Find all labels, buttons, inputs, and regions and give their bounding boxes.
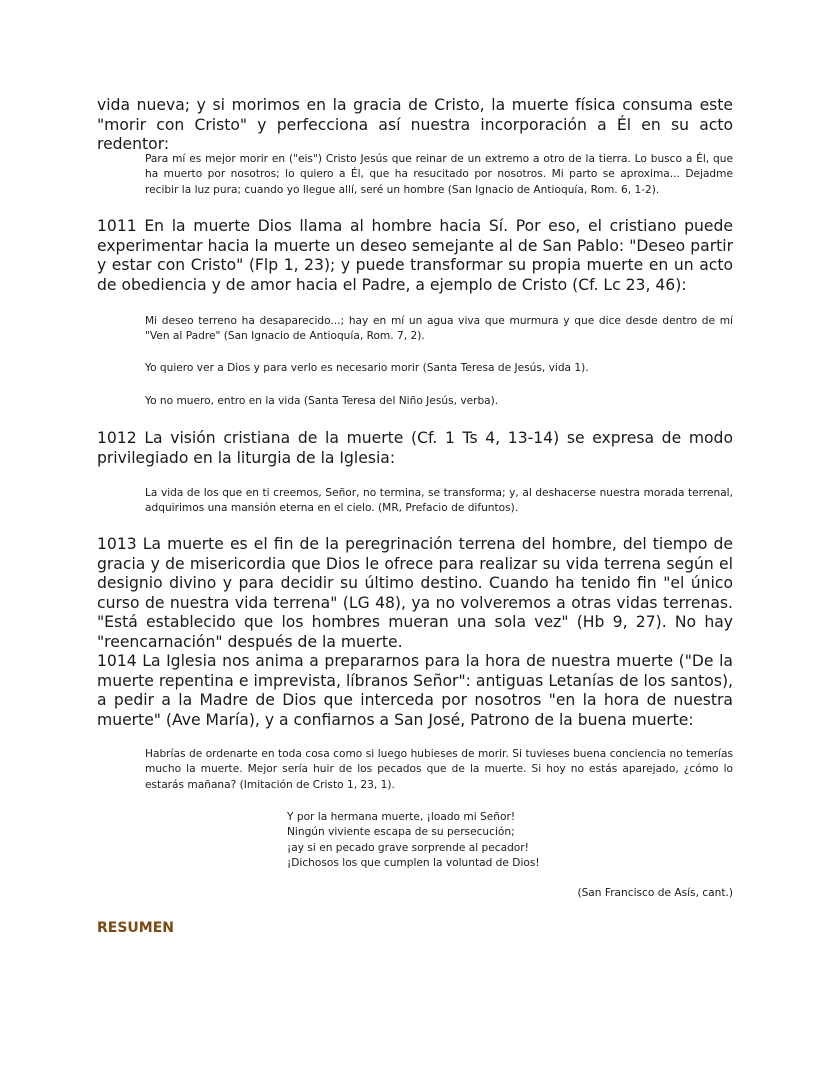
poem-line: ¡Dichosos los que cumplen la voluntad de Dios! xyxy=(287,856,540,869)
poem-citation: (San Francisco de Asís, cant.) xyxy=(577,887,733,899)
quote-ignacio-rom-6: Para mí es mejor morir en ("eis") Cristo Jesús que reinar de un extremo a otro de la tierra. Lo busco a Él, que ha muerto por nosotros; lo quiero a Él, que ha resucitado por nosotros. Mi parto se aproxima... Dejadme recibir la luz pura; cuando yo llegue allí, seré un hombre (San Ignacio de Antioquía, Rom. 6, 1-2). xyxy=(145,153,733,196)
paragraph-1014: 1014 La Iglesia nos anima a prepararnos para la hora de nuestra muerte ("De la muerte repentina e imprevista, líbranos Señor": antiguas Letanías de los santos), a pedir a la Madre de Dios que interceda por nosotros "en la hora de nuestra muerte" (Ave María), y a confiarnos a San José, Patrono de la buena muerte: xyxy=(97,652,733,729)
poem-line: Y por la hermana muerte, ¡loado mi Señor! xyxy=(287,811,516,823)
poem-san-francisco xyxy=(287,810,607,871)
section-heading-resumen: RESUMEN xyxy=(97,920,175,936)
poem-line: ¡ay si en pecado grave sorprende al pecador! xyxy=(287,841,529,854)
paragraph-1011: 1011 En la muerte Dios llama al hombre hacia Sí. Por eso, el cristiano puede experimentar hacia la muerte un deseo semejante al de San Pablo: "Deseo partir y estar con Cristo" (Flp 1, 23); y puede transformar su propia muerte en un acto de obediencia y de amor hacia el Padre, a ejemplo de Cristo (Cf. Lc 23, 46): xyxy=(97,217,733,294)
poem-line: Ningún viviente escapa de su persecución; xyxy=(287,826,515,839)
quote-ignacio-rom-7: Mi deseo terreno ha desaparecido...; hay en mí un agua viva que murmura y que dice desde dentro de mí "Ven al Padre" (San Ignacio de Antioquía, Rom. 7, 2). xyxy=(145,315,733,343)
paragraph-1013: 1013 La muerte es el fin de la peregrinación terrena del hombre, del tiempo de gracia y de misericordia que Dios le ofrece para realizar su vida terrena según el designio divino y para decidir su último destino. Cuando ha tenido fin "el único curso de nuestra vida terrena" (LG 48), ya no volveremos a otras vidas terrenas. "Está establecido que los hombres mueran una sola vez" (Hb 9, 27). No hay "reencarnación" después de la muerte. xyxy=(97,535,733,651)
paragraph-1012: 1012 La visión cristiana de la muerte (Cf. 1 Ts 4, 13-14) se expresa de modo privilegiado en la liturgia de la Iglesia: xyxy=(97,429,733,467)
quote-teresa-nino-jesus: Yo no muero, entro en la vida (Santa Teresa del Niño Jesús, verba). xyxy=(145,395,499,407)
quote-teresa-de-jesus: Yo quiero ver a Dios y para verlo es necesario morir (Santa Teresa de Jesús, vida 1). xyxy=(145,362,589,374)
quote-prefacio-difuntos: La vida de los que en ti creemos, Señor, no termina, se transforma; y, al deshacerse nuestra morada terrenal, adquirimos una mansión eterna en el cielo. (MR, Prefacio de difuntos). xyxy=(145,487,733,515)
quote-imitacion-cristo: Habrías de ordenarte en toda cosa como si luego hubieses de morir. Si tuvieses buena conciencia no temerías mucho la muerte. Mejor sería huir de los pecados que de la muerte. Si hoy no estás aparejado, ¿cómo lo estarás mañana? (Imitación de Cristo 1, 23, 1). xyxy=(145,748,733,791)
paragraph-intro: vida nueva; y si morimos en la gracia de Cristo, la muerte física consuma este "morir con Cristo" y perfecciona así nuestra incorporación a Él en su acto redentor: xyxy=(97,96,733,153)
